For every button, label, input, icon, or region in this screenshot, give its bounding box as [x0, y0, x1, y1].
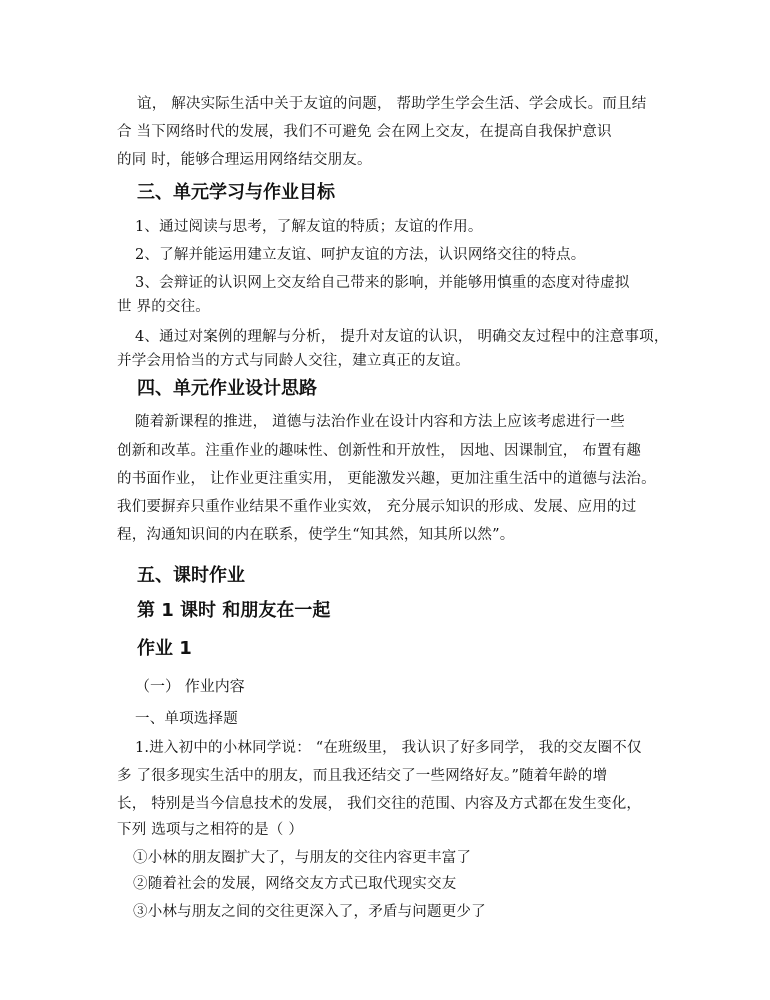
- homework-title: 作业 1: [137, 638, 192, 659]
- goal-item-3: 3、会辩证的认识网上交友给自己带来的影响，并能够用慎重的态度对待虚拟: [135, 275, 630, 291]
- question-1-line-2: 多 了很多现实生活中的朋友，而且我还结交了一些网络好友。”随着年龄的增: [117, 768, 608, 784]
- goal-item-4-cont: 并学会用恰当的方式与同龄人交往，建立真正的友谊。: [117, 353, 470, 369]
- question-1-option-3: ③小林与朋友之间的交往更深入了，矛盾与问题更少了: [133, 904, 486, 920]
- question-1-line-1: 1.进入初中的小林同学说： “在班级里， 我认识了好多同学， 我的交友圈不仅: [135, 740, 642, 756]
- homework-content-title: （一） 作业内容: [135, 677, 245, 695]
- design-line-3: 的书面作业， 让作业更注重实用， 更能激发兴趣，更加注重生活中的道德与法治。: [117, 471, 656, 487]
- intro-line-3: 的同 时，能够合理运用网络结交朋友。: [117, 152, 372, 168]
- design-line-5: 程，沟通知识间的内在联系，使学生“知其然，知其所以然”。: [117, 527, 515, 543]
- intro-line-1: 谊， 解决实际生活中关于友谊的问题， 帮助学生学会生活、学会成长。而且结: [137, 96, 647, 112]
- question-1-line-4: 下列 选项与之相符的是（ ）: [117, 822, 304, 838]
- section-5-heading: 五、课时作业: [137, 565, 245, 586]
- lesson-title: 第 1 课时 和朋友在一起: [137, 600, 331, 621]
- goal-item-4: 4、通过对案例的理解与分析， 提升对友谊的认识， 明确交友过程中的注意事项，: [135, 329, 669, 345]
- section-4-heading: 四、单元作业设计思路: [137, 378, 317, 399]
- question-type: 一、单项选择题: [135, 711, 238, 727]
- design-line-2: 创新和改革。注重作业的趣味性、创新性和开放性， 因地、因课制宜， 布置有趣: [117, 443, 642, 459]
- section-3-heading: 三、单元学习与作业目标: [137, 182, 335, 203]
- intro-line-2: 合 当下网络时代的发展，我们不可避免 会在网上交友，在提高自我保护意识: [117, 124, 612, 140]
- question-1-line-3: 长， 特别是当今信息技术的发展， 我们交往的范围、内容及方式都在发生变化，: [117, 796, 642, 812]
- goal-item-3-cont: 世 界的交往。: [117, 299, 211, 315]
- goal-item-1: 1、通过阅读与思考，了解友谊的特质；友谊的作用。: [135, 219, 483, 235]
- design-line-1: 随着新课程的推进， 道德与法治作业在设计内容和方法上应该考虑进行一些: [135, 414, 625, 430]
- question-1-option-2: ②随着社会的发展，网络交友方式已取代现实交友: [133, 876, 457, 892]
- design-line-4: 我们要摒弃只重作业结果不重作业实效， 充分展示知识的形成、发展、应用的过: [117, 499, 637, 515]
- goal-item-2: 2、了解并能运用建立友谊、呵护友谊的方法，认识网络交往的特点。: [135, 247, 586, 263]
- question-1-option-1: ①小林的朋友圈扩大了，与朋友的交往内容更丰富了: [133, 850, 472, 866]
